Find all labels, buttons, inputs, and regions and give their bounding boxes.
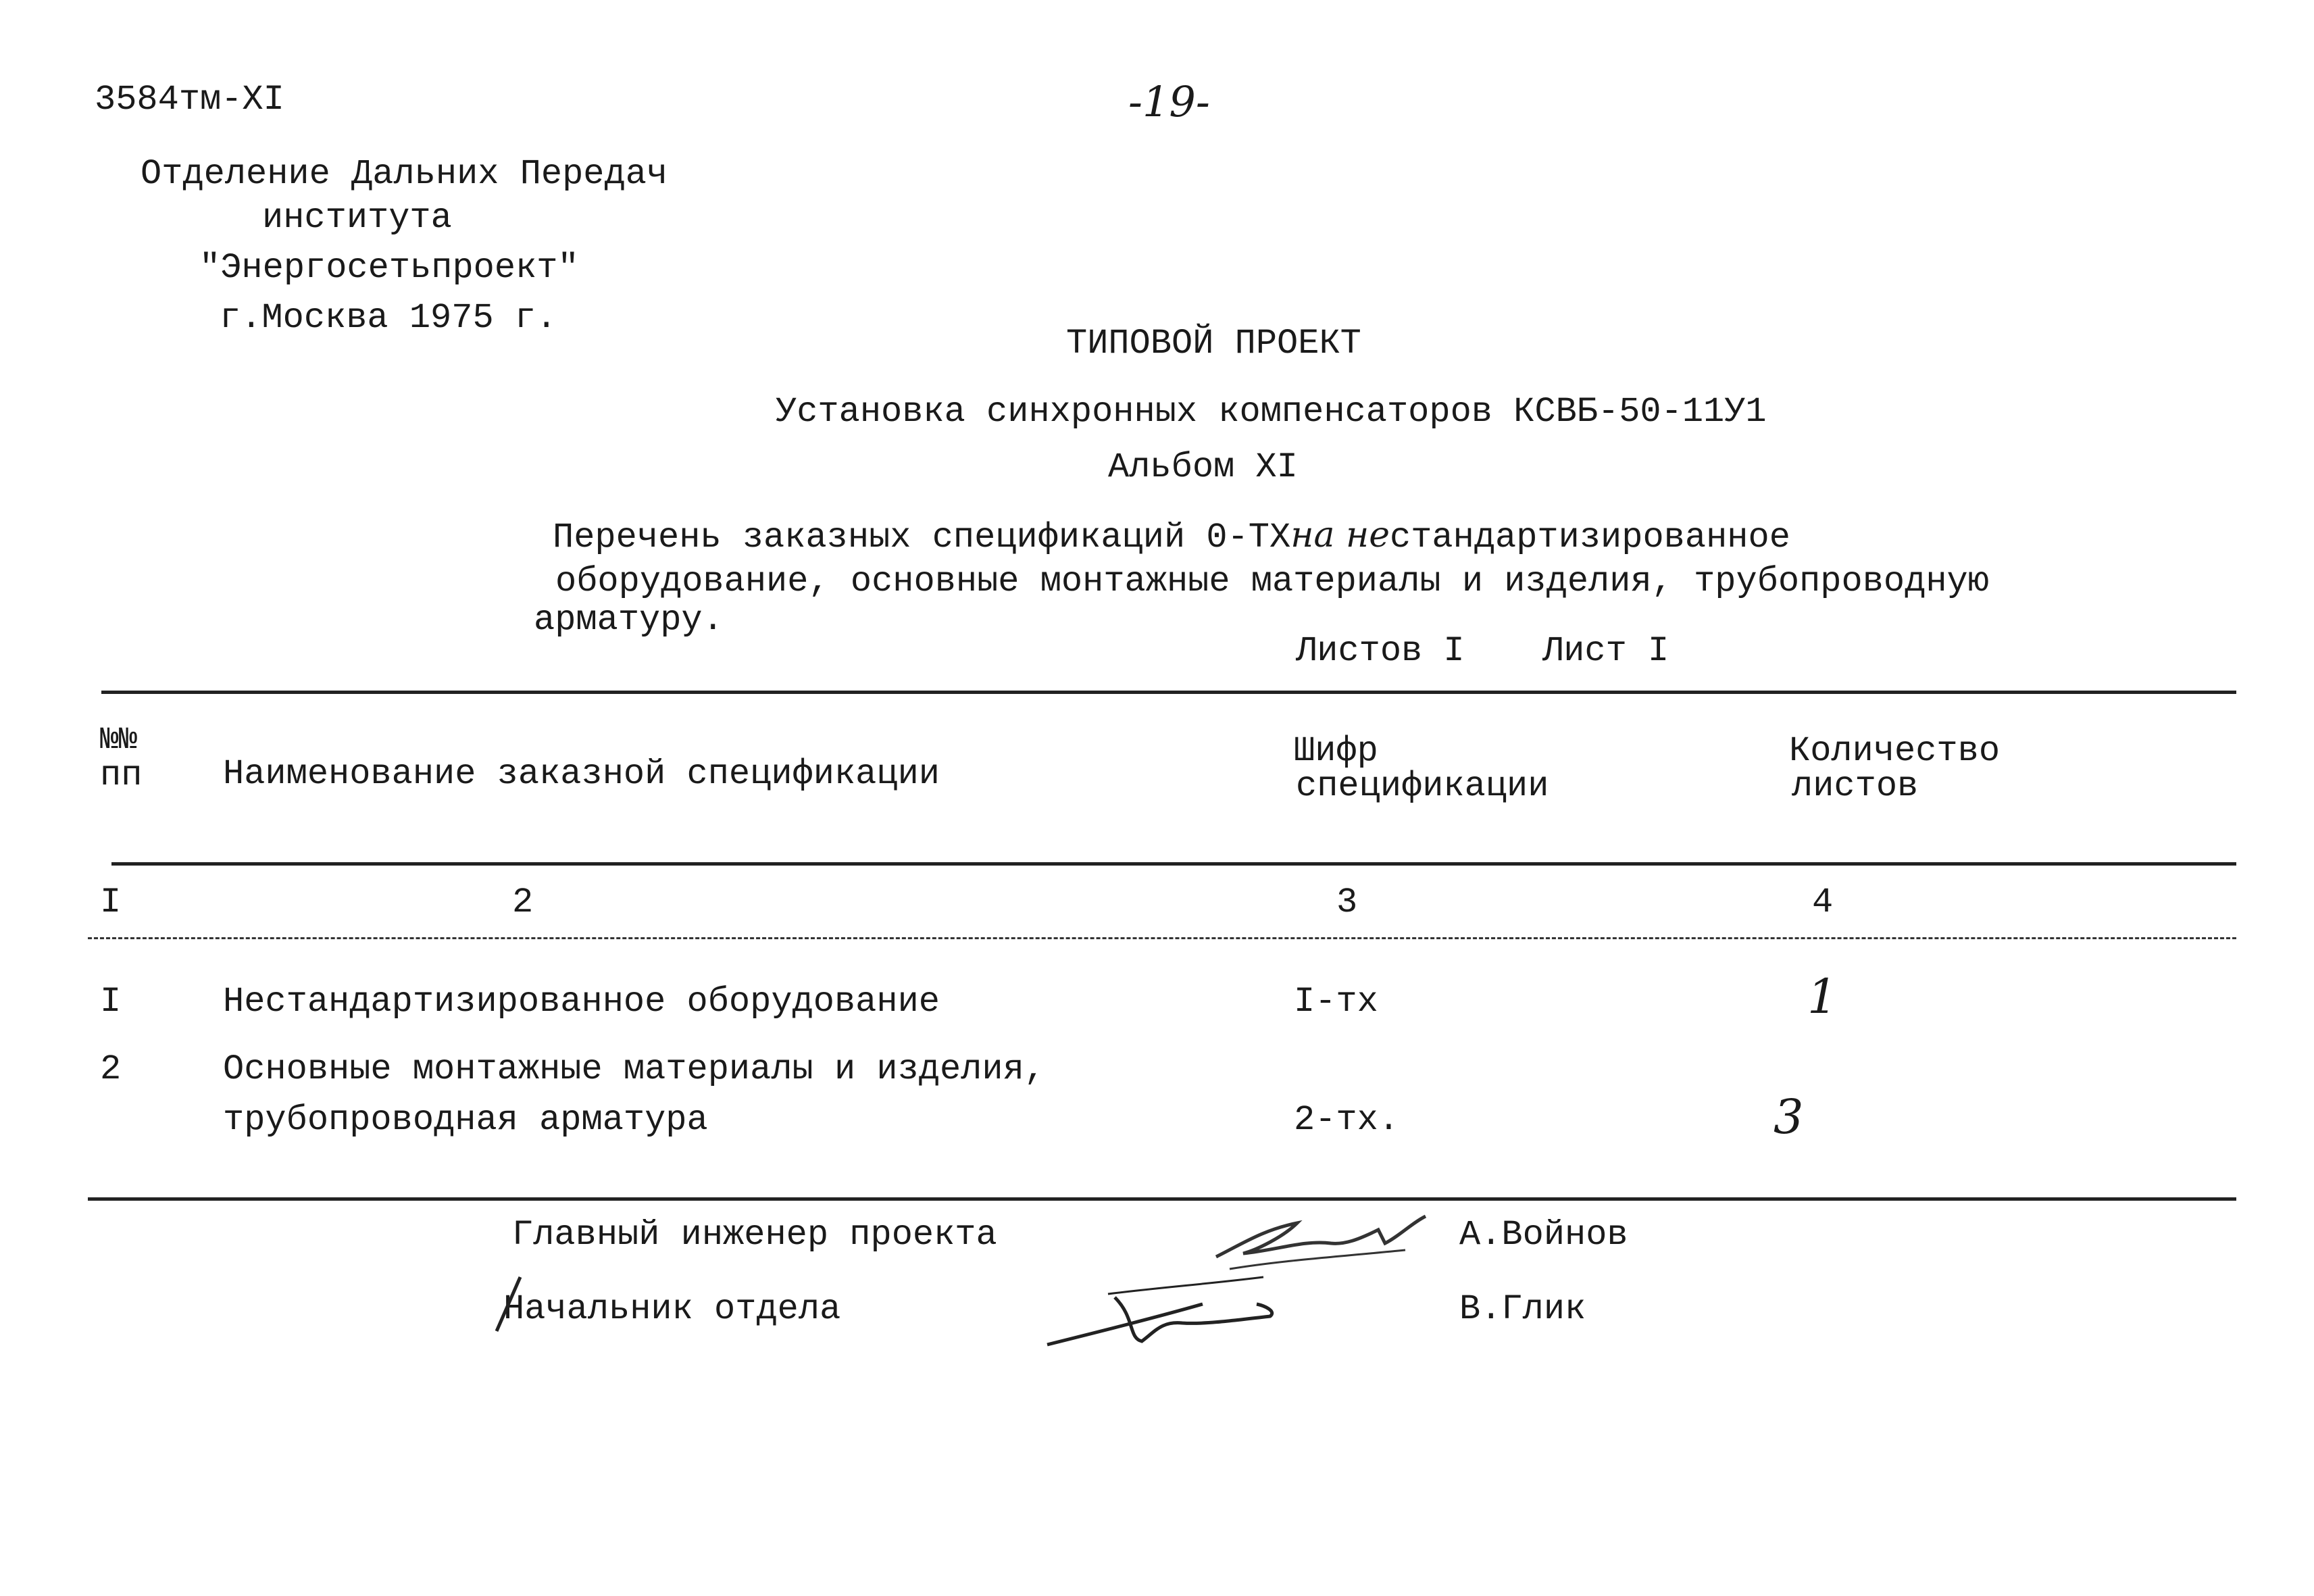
organization-line-3: "Энергосетьпроект" [199,248,579,288]
signature-name-2: В.Глик [1459,1289,1586,1329]
description-line-2: оборудование, основные монтажные материалы и изделия, трубопроводную [555,562,1989,601]
column-number-4: 4 [1812,882,1834,922]
header-code-1: Шифр [1294,731,1378,771]
column-number-3: 3 [1336,882,1358,922]
header-name: Наименование заказной спецификации [223,754,940,794]
header-num-2: пп [100,755,143,795]
album-label: Альбом XI [1108,447,1298,487]
header-code-2: спецификации [1296,766,1549,806]
page-number: -19- [1128,77,1210,126]
column-number-1: I [100,882,122,922]
table-row-1-count: 1 [1807,969,1838,1024]
project-type: ТИПОВОЙ ПРОЕКТ [1066,324,1361,364]
signature-role-2: Начальник отдела [503,1289,841,1329]
description-handwritten-insert: на не [1290,515,1390,555]
description-part-c: стандартизированное [1390,518,1790,557]
column-number-2: 2 [512,882,534,922]
column-numbers-rule [88,937,2236,939]
table-row-2-name-line-2: трубопроводная арматура [223,1100,708,1140]
table-row-1-code: I-тх [1294,982,1378,1022]
organization-line-4: г.Москва 1975 г. [220,298,557,338]
table-row-1-name: Нестандартизированное оборудование [223,982,940,1022]
description-part-a: Перечень заказных спецификаций 0-ТХ [553,518,1291,557]
table-row-1-num: I [100,982,122,1022]
table-row-2-count: 3 [1774,1089,1804,1145]
description-line-1 [553,515,1790,557]
organization-line-2: института [262,198,452,238]
signature-mark [490,1270,530,1338]
table-top-rule [101,691,2236,694]
sheets-total: Листов I [1296,631,1465,671]
description-line-3: арматуру. [534,600,724,640]
table-row-2-num: 2 [100,1049,122,1089]
header-count-2: листов [1792,766,1919,806]
table-bottom-rule [88,1197,2236,1201]
signature-role-1: Главный инженер проекта [512,1215,997,1255]
header-bottom-rule [111,862,2236,866]
sheet-current: Лист I [1542,631,1669,671]
project-title: Установка синхронных компенсаторов КСВБ-50-11У1 [776,392,1767,432]
table-row-2-code: 2-тх. [1294,1100,1400,1140]
organization-line-1: Отделение Дальних Передач [141,154,668,194]
signature-name-1: А.Войнов [1459,1215,1628,1255]
signature-scribble-2 [1040,1257,1324,1358]
header-count-1: Количество [1789,731,2001,771]
table-row-2-name-line-1: Основные монтажные материалы и изделия, [223,1049,1045,1089]
header-num-1: №№ [100,722,138,757]
document-code: 3584тм-XI [95,80,284,120]
